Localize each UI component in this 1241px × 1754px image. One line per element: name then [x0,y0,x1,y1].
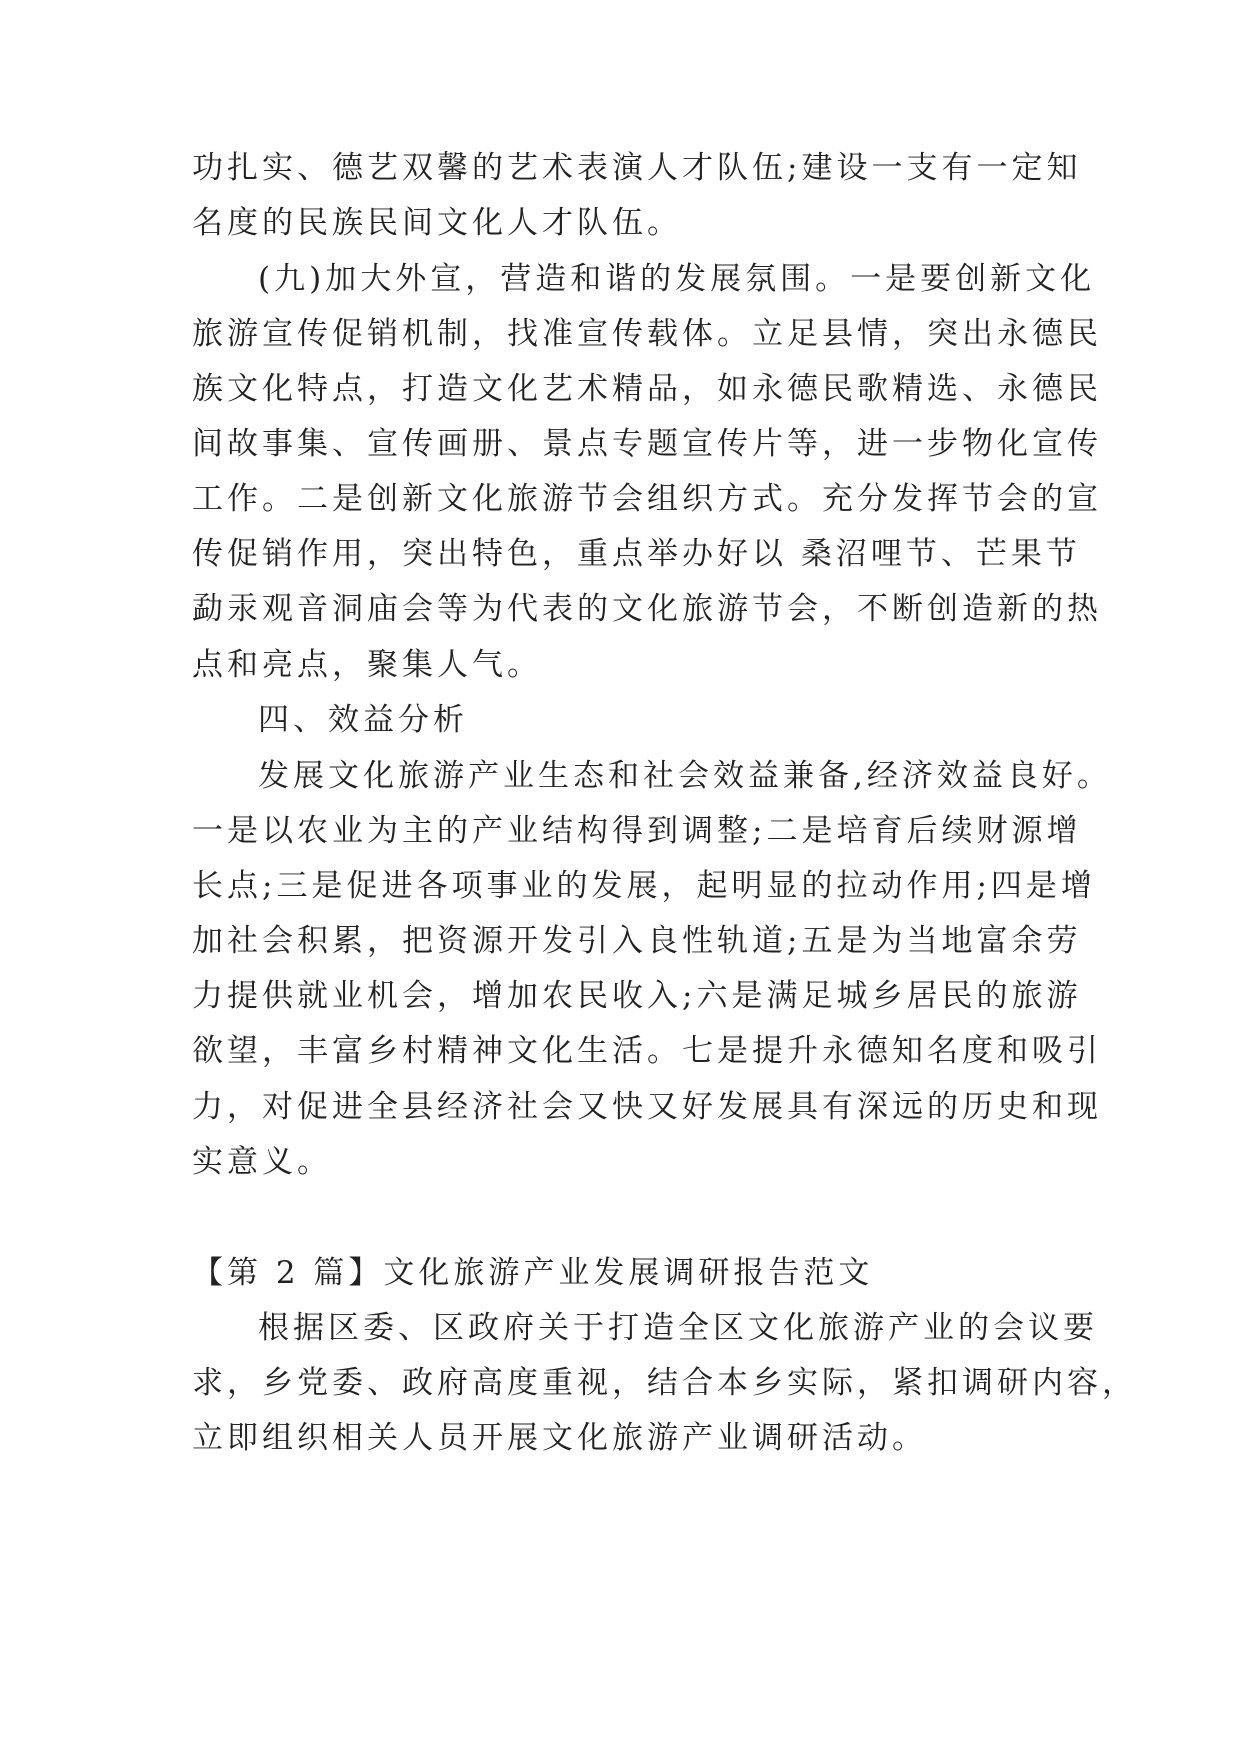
text-line: 间故事集、宣传画册、景点专题宣传片等，进一步物化宣传 [192,426,1102,462]
text-line: 加社会积累，把资源开发引入良性轨道;五是为当地富余劳 [192,923,1082,959]
text-line: 名度的民族民间文化人才队伍。 [192,205,682,241]
text-line: 实意义。 [192,1144,332,1180]
text-line: 力，对促进全县经济社会又快又好发展具有深远的历史和现 [192,1089,1102,1125]
text-line: 族文化特点，打造文化艺术精品，如永德民歌精选、永德民 [192,371,1102,407]
section-heading: 四、效益分析 [258,702,468,738]
text-line: 力提供就业机会，增加农民收入;六是满足城乡居民的旅游 [192,978,1082,1014]
text-line: 点和亮点，聚集人气。 [192,647,542,683]
text-line: 旅游宣传促销机制，找准宣传载体。立足县情，突出永德民 [192,316,1102,352]
text-line: (九)加大外宣，营造和谐的发展氛围。一是要创新文化 [258,261,1096,297]
text-line: 一是以农业为主的产业结构得到调整;二是培育后续财源增 [192,813,1082,849]
text-line: 长点;三是促进各项事业的发展，起明显的拉动作用;四是增 [192,868,1096,904]
text-line: 求，乡党委、政府高度重视，结合本乡实际，紧扣调研内容， [192,1365,1137,1401]
text-line: 立即组织相关人员开展文化旅游产业调研活动。 [192,1420,927,1456]
article-title: 【第 2 篇】文化旅游产业发展调研报告范文 [192,1255,874,1291]
text-line: 欲望，丰富乡村精神文化生活。七是提升永德知名度和吸引 [192,1033,1102,1069]
text-line: 功扎实、德艺双馨的艺术表演人才队伍;建设一支有一定知 [192,150,1082,186]
text-line: 勐汞观音洞庙会等为代表的文化旅游节会，不断创造新的热 [192,591,1102,627]
text-line: 根据区委、区政府关于打造全区文化旅游产业的会议要 [258,1310,1098,1346]
text-line: 传促销作用，突出特色，重点举办好以 桑沼哩节、芒果节 [192,536,1081,572]
text-line: 工作。二是创新文化旅游节会组织方式。充分发挥节会的宣 [192,481,1102,517]
text-line: 发展文化旅游产业生态和社会效益兼备,经济效益良好。 [258,758,1112,794]
